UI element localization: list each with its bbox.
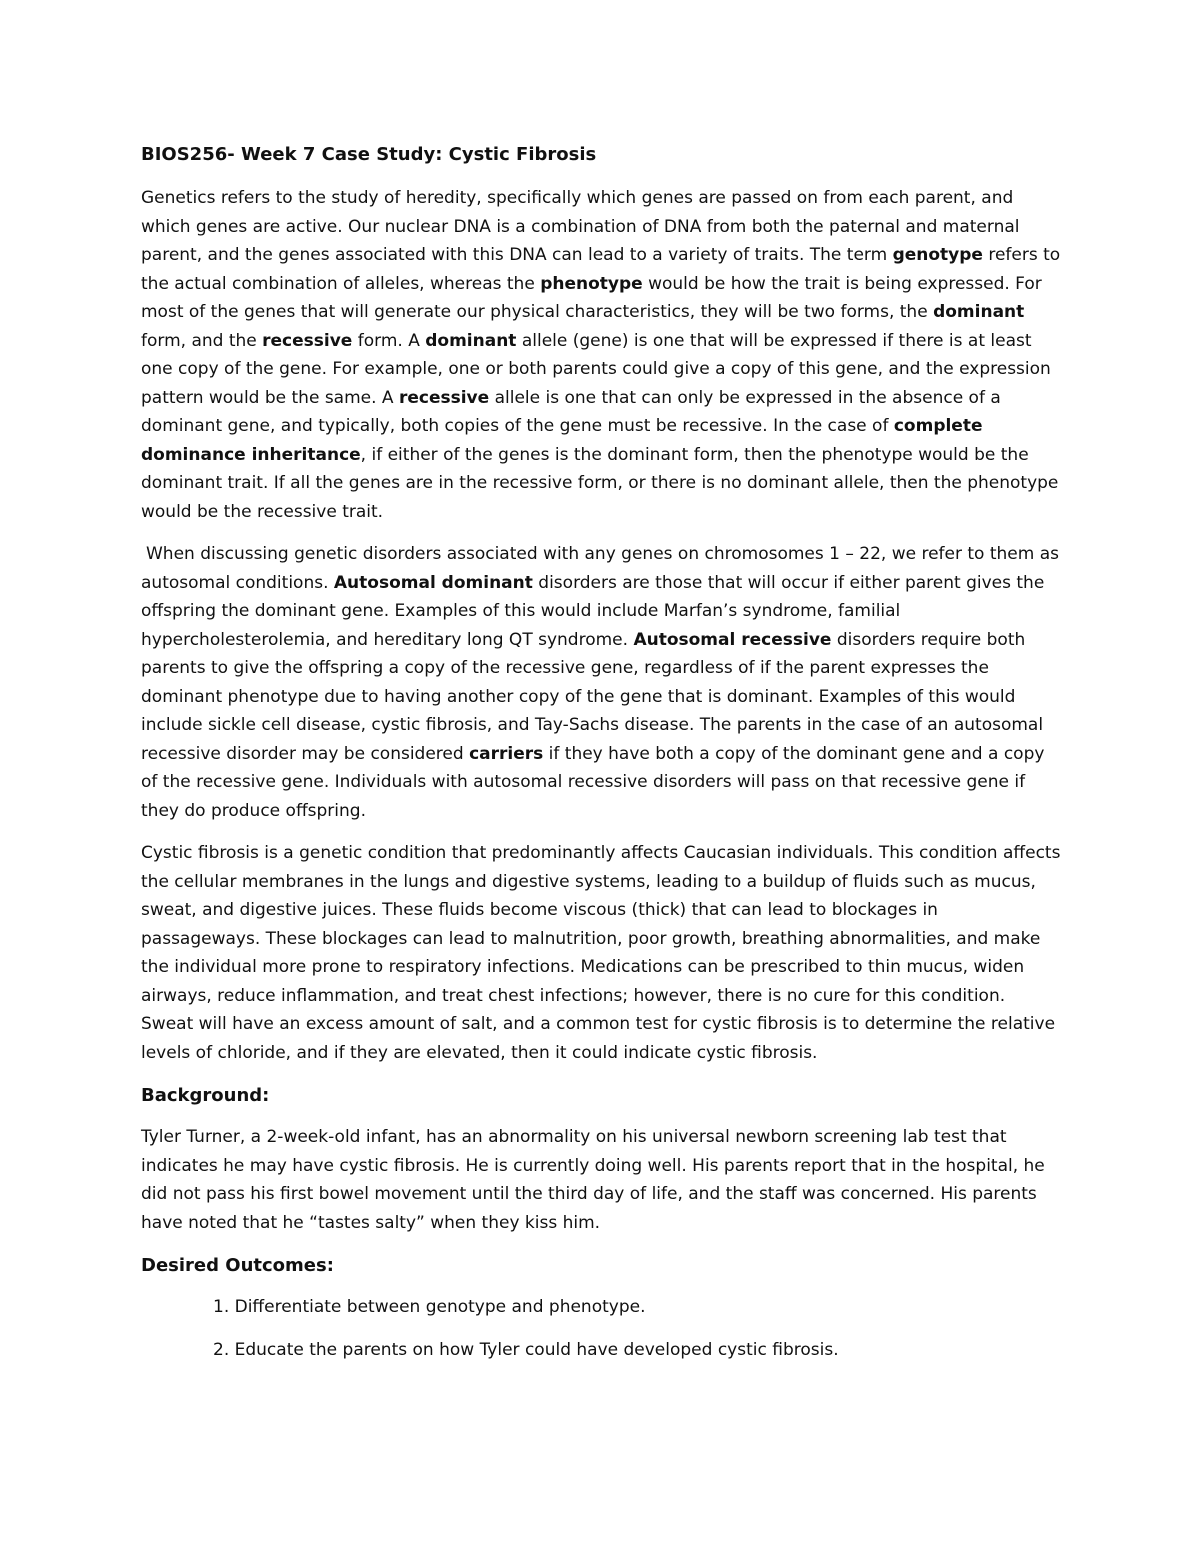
- outcome-item-2: 2. Educate the parents on how Tyler could have developed cystic fibrosis.: [213, 1339, 839, 1360]
- document-title: BIOS256- Week 7 Case Study: Cystic Fibrosis: [141, 144, 597, 165]
- outcome-item-1: 1. Differentiate between genotype and phenotype.: [213, 1297, 646, 1317]
- paragraph-cystic-fibrosis: Cystic fibrosis is a genetic condition that predominantly affects Caucasian individuals. This condition affects the cellular membranes in the lungs and digestive systems, leading to a buildup of fluids such as mucus, sweat, and digestive juices. These fluids become viscous (thick) that can lead to blockages in passageways. These blockages can lead to malnutrition, poor growth, breathing abnormalities, and make the individual more prone to respiratory infections. Medications can be prescribed to thin mucus, widen airways, reduce inflammation, and treat chest infections; however, there is no cure for this condition. Sweat will have an excess amount of salt, and a common test for cystic fibrosis is to determine the relative levels of chloride, and if they are elevated, then it could indicate cystic fibrosis.: [141, 843, 1061, 1063]
- text-run: if they have both a copy of the dominant gene and a copy of the recessive gene. Individuals with autosomal recessive disorders will pass on that recessive gene if they do produce offspring.: [141, 743, 1045, 821]
- desired-outcomes-list: [141, 1293, 1061, 1364]
- bold-term: genotype: [892, 245, 983, 265]
- background-heading: Background:: [141, 1085, 270, 1106]
- desired-outcomes-heading: Desired Outcomes:: [141, 1255, 334, 1276]
- text-run: refers to the actual combination of alleles, whereas the: [141, 245, 1061, 294]
- document-page: [141, 140, 1061, 1378]
- bold-term: dominant: [425, 330, 517, 351]
- text-run: allele (gene) is one that will be expressed if there is at least one copy of the gene. For example, one or both parents could give a copy of this gene, and the expression pattern would be the same. A: [141, 330, 1051, 408]
- text-run: form, and the: [141, 330, 263, 351]
- text-run: , if either of the genes is the dominant form, then the phenotype would be the dominant trait. If all the genes are in the recessive form, or there is no dominant allele, then the phenotype would be the recessive trait.: [141, 444, 1059, 522]
- text-run: disorders require both parents to give the offspring a copy of the recessive gene, regardless of if the parent expresses the dominant phenotype due to having another copy of the gene that is dominant. Examples of this would include sickle cell disease, cystic fibrosis, and Tay-Sachs disease. The parents in the case of an autosomal recessive disorder may be considered: [141, 629, 1044, 764]
- bold-term: carriers: [469, 743, 544, 764]
- text-run: form. A: [352, 330, 426, 351]
- text-run: would be how the trait is being expressed. For most of the genes that will generate our physical characteristics, they will be two forms, the: [141, 273, 1042, 322]
- text-run: Genetics refers to the study of heredity, specifically which genes are passed on from each parent, and which genes are active. Our nuclear DNA is a combination of DNA from both the paternal and maternal parent, and the genes associated with this DNA can lead to a variety of traits. The term: [141, 188, 1020, 265]
- bold-term: complete dominance inheritance: [141, 416, 983, 465]
- paragraph-autosomal-conditions: [141, 540, 1061, 825]
- bold-term: recessive: [398, 387, 490, 408]
- bold-term: Autosomal recessive: [633, 629, 832, 650]
- text-run: allele is one that can only be expressed in the absence of a dominant gene, and typically, both copies of the gene must be recessive. In the case of: [141, 387, 1001, 436]
- bold-term: recessive: [262, 330, 353, 351]
- text-run: When discussing genetic disorders associated with any genes on chromosomes 1 – 22, we refer to them as autosomal conditions.: [141, 544, 1059, 593]
- bold-term: phenotype: [540, 273, 643, 294]
- bold-term: dominant: [933, 302, 1025, 322]
- text-run: disorders are those that will occur if either parent gives the offspring the dominant gene. Examples of this would include Marfan’s syndrome, familial hypercholesterolemia, and hereditary long QT syndrome.: [141, 572, 1045, 650]
- background-text: Tyler Turner, a 2-week-old infant, has an abnormality on his universal newborn screening lab test that indicates he may have cystic fibrosis. He is currently doing well. His parents report that in the hospital, he did not pass his first bowel movement until the third day of life, and the staff was concerned. His parents have noted that he “tastes salty” when they kiss him.: [141, 1127, 1045, 1233]
- bold-term: Autosomal dominant: [333, 572, 533, 593]
- paragraph-genetics-intro: [141, 184, 1061, 526]
